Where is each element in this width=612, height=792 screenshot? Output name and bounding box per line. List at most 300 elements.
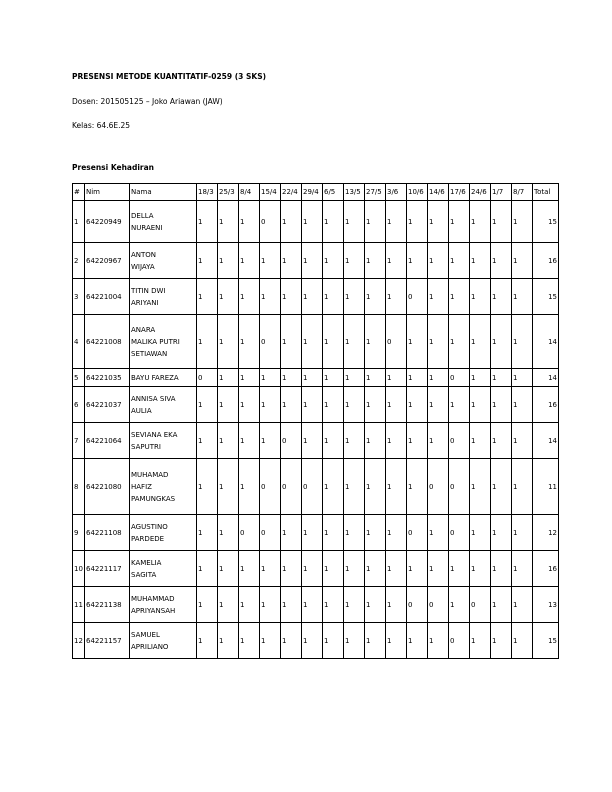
attendance-cell: 1 — [302, 315, 323, 369]
student-name-line: TITIN DWI — [131, 286, 166, 295]
attendance-cell: 1 — [386, 515, 407, 551]
student-name-cell — [130, 623, 197, 659]
document-title: PRESENSI METODE KUANTITATIF-0259 (3 SKS) — [72, 72, 267, 81]
attendance-cell: 1 — [344, 369, 365, 387]
attendance-cell: 1 — [344, 515, 365, 551]
attendance-cell: 1 — [323, 315, 344, 369]
attendance-cell: 1 — [239, 587, 260, 623]
attendance-cell: 1 — [491, 201, 512, 243]
attendance-cell: 0 — [470, 587, 491, 623]
attendance-cell: 1 — [365, 587, 386, 623]
nim-cell: 64221064 — [85, 423, 130, 459]
attendance-cell: 1 — [239, 551, 260, 587]
attendance-cell: 1 — [470, 423, 491, 459]
attendance-cell: 1 — [323, 459, 344, 515]
attendance-cell: 0 — [260, 201, 281, 243]
attendance-cell: 1 — [491, 459, 512, 515]
attendance-cell: 1 — [302, 279, 323, 315]
row-number-cell: 10 — [73, 551, 85, 587]
attendance-cell: 1 — [407, 201, 428, 243]
attendance-cell: 1 — [218, 459, 239, 515]
student-name-cell — [130, 315, 197, 369]
attendance-cell: 1 — [344, 423, 365, 459]
attendance-cell: 1 — [302, 515, 323, 551]
student-name-line: PARDEDE — [131, 534, 165, 543]
total-cell: 15 — [533, 279, 559, 315]
attendance-cell: 1 — [218, 623, 239, 659]
column-header: 13/5 — [344, 184, 365, 201]
total-cell: 14 — [533, 423, 559, 459]
attendance-cell: 1 — [239, 201, 260, 243]
attendance-cell: 1 — [323, 423, 344, 459]
attendance-cell: 1 — [281, 587, 302, 623]
column-header: 1/7 — [491, 184, 512, 201]
attendance-cell: 1 — [512, 369, 533, 387]
attendance-cell: 1 — [407, 387, 428, 423]
attendance-cell: 1 — [407, 623, 428, 659]
attendance-cell: 1 — [449, 551, 470, 587]
student-name-line: SAMUEL — [131, 630, 160, 639]
class-line: Kelas: 64.6E.25 — [72, 121, 131, 130]
student-name-line: MALIKA PUTRI — [131, 337, 180, 346]
attendance-cell: 1 — [302, 243, 323, 279]
attendance-cell: 1 — [386, 551, 407, 587]
attendance-cell: 1 — [449, 201, 470, 243]
student-name-line: APRILIANO — [131, 642, 169, 651]
column-header: Total — [533, 184, 559, 201]
student-name-line: SAPUTRI — [131, 442, 161, 451]
column-header: # — [73, 184, 85, 201]
attendance-cell: 1 — [386, 587, 407, 623]
column-header: 18/3 — [197, 184, 218, 201]
row-number-cell: 12 — [73, 623, 85, 659]
student-name-line: SAGITA — [131, 570, 157, 579]
student-name-line: ANARA — [131, 325, 156, 334]
row-number-cell: 6 — [73, 387, 85, 423]
attendance-cell: 1 — [260, 243, 281, 279]
attendance-cell: 0 — [428, 587, 449, 623]
attendance-cell: 1 — [512, 243, 533, 279]
attendance-cell: 1 — [491, 551, 512, 587]
attendance-cell: 1 — [470, 315, 491, 369]
attendance-cell: 1 — [260, 551, 281, 587]
attendance-cell: 1 — [344, 623, 365, 659]
row-number-cell: 5 — [73, 369, 85, 387]
attendance-cell: 1 — [428, 423, 449, 459]
attendance-cell: 1 — [428, 201, 449, 243]
attendance-cell: 1 — [197, 459, 218, 515]
student-name-line: ARIYANI — [131, 298, 159, 307]
attendance-cell: 1 — [302, 201, 323, 243]
table-row — [73, 623, 559, 659]
student-name-cell — [130, 515, 197, 551]
row-number-cell: 11 — [73, 587, 85, 623]
attendance-cell: 1 — [386, 623, 407, 659]
total-cell: 13 — [533, 587, 559, 623]
attendance-cell: 1 — [197, 423, 218, 459]
attendance-cell: 1 — [449, 279, 470, 315]
row-number-cell: 2 — [73, 243, 85, 279]
attendance-cell: 1 — [491, 387, 512, 423]
attendance-cell: 1 — [386, 279, 407, 315]
attendance-cell: 0 — [386, 315, 407, 369]
attendance-cell: 1 — [281, 201, 302, 243]
attendance-cell: 1 — [344, 387, 365, 423]
attendance-cell: 1 — [512, 201, 533, 243]
attendance-cell: 1 — [197, 623, 218, 659]
attendance-cell: 1 — [323, 515, 344, 551]
column-header: 8/4 — [239, 184, 260, 201]
attendance-cell: 1 — [218, 369, 239, 387]
attendance-cell: 1 — [218, 201, 239, 243]
attendance-cell: 1 — [281, 387, 302, 423]
student-name-cell — [130, 423, 197, 459]
total-cell: 12 — [533, 515, 559, 551]
total-cell: 14 — [533, 315, 559, 369]
attendance-cell: 1 — [491, 243, 512, 279]
attendance-cell: 1 — [470, 459, 491, 515]
nim-cell: 64221080 — [85, 459, 130, 515]
attendance-cell: 1 — [491, 423, 512, 459]
attendance-cell: 1 — [491, 515, 512, 551]
attendance-cell: 1 — [323, 279, 344, 315]
table-row — [73, 201, 559, 243]
table-row — [73, 423, 559, 459]
nim-cell: 64221157 — [85, 623, 130, 659]
attendance-cell: 1 — [407, 459, 428, 515]
attendance-cell: 1 — [365, 387, 386, 423]
attendance-cell: 1 — [512, 587, 533, 623]
attendance-cell: 1 — [344, 587, 365, 623]
attendance-cell: 1 — [344, 279, 365, 315]
total-cell: 15 — [533, 623, 559, 659]
attendance-cell: 0 — [407, 515, 428, 551]
student-name-cell — [130, 387, 197, 423]
attendance-cell: 1 — [365, 515, 386, 551]
student-name-cell — [130, 279, 197, 315]
attendance-cell: 1 — [407, 423, 428, 459]
attendance-cell: 1 — [239, 243, 260, 279]
attendance-cell: 1 — [218, 279, 239, 315]
student-name-line: AULIA — [131, 406, 152, 415]
total-cell: 16 — [533, 387, 559, 423]
table-header-row — [73, 184, 559, 201]
nim-cell: 64221138 — [85, 587, 130, 623]
column-header: 15/4 — [260, 184, 281, 201]
attendance-table — [72, 183, 559, 659]
column-header: 24/6 — [470, 184, 491, 201]
column-header: Nim — [85, 184, 130, 201]
attendance-cell: 1 — [218, 587, 239, 623]
attendance-cell: 1 — [197, 279, 218, 315]
table-row — [73, 315, 559, 369]
column-header: 25/3 — [218, 184, 239, 201]
attendance-cell: 1 — [281, 279, 302, 315]
attendance-cell: 1 — [218, 315, 239, 369]
attendance-cell: 1 — [323, 369, 344, 387]
attendance-cell: 1 — [344, 551, 365, 587]
attendance-cell: 1 — [365, 623, 386, 659]
student-name-line: AGUSTINO — [131, 522, 168, 531]
table-row — [73, 279, 559, 315]
student-name-cell — [130, 369, 197, 387]
attendance-cell: 1 — [428, 515, 449, 551]
attendance-cell: 1 — [281, 369, 302, 387]
attendance-cell: 1 — [365, 201, 386, 243]
attendance-cell: 1 — [428, 315, 449, 369]
attendance-cell: 1 — [302, 387, 323, 423]
attendance-cell: 1 — [512, 423, 533, 459]
total-cell: 16 — [533, 243, 559, 279]
table-row — [73, 459, 559, 515]
student-name-line: BAYU FAREZA — [131, 373, 179, 382]
column-header: 6/5 — [323, 184, 344, 201]
attendance-cell: 1 — [218, 387, 239, 423]
attendance-cell: 1 — [197, 315, 218, 369]
attendance-cell: 0 — [449, 515, 470, 551]
attendance-cell: 1 — [260, 369, 281, 387]
attendance-cell: 1 — [218, 515, 239, 551]
attendance-cell: 1 — [239, 369, 260, 387]
attendance-cell: 1 — [323, 387, 344, 423]
attendance-cell: 1 — [365, 243, 386, 279]
attendance-cell: 1 — [386, 459, 407, 515]
student-name-line: KAMELIA — [131, 558, 162, 567]
row-number-cell: 4 — [73, 315, 85, 369]
attendance-cell: 1 — [470, 201, 491, 243]
attendance-cell: 1 — [407, 551, 428, 587]
attendance-cell: 1 — [512, 315, 533, 369]
table-row — [73, 387, 559, 423]
attendance-cell: 1 — [491, 369, 512, 387]
attendance-cell: 1 — [344, 201, 365, 243]
attendance-cell: 1 — [323, 243, 344, 279]
nim-cell: 64221004 — [85, 279, 130, 315]
attendance-cell: 1 — [491, 315, 512, 369]
attendance-cell: 1 — [512, 387, 533, 423]
student-name-line: PAMUNGKAS — [131, 494, 176, 503]
student-name-cell — [130, 201, 197, 243]
column-header: 27/5 — [365, 184, 386, 201]
attendance-cell: 0 — [449, 369, 470, 387]
student-name-line: HAFIZ — [131, 482, 152, 491]
attendance-cell: 1 — [281, 315, 302, 369]
student-name-line: MUHAMMAD — [131, 594, 175, 603]
section-title: Presensi Kehadiran — [72, 163, 155, 172]
attendance-cell: 1 — [281, 623, 302, 659]
attendance-cell: 1 — [302, 369, 323, 387]
nim-cell: 64221035 — [85, 369, 130, 387]
attendance-cell: 1 — [260, 623, 281, 659]
column-header: 29/4 — [302, 184, 323, 201]
attendance-cell: 1 — [239, 315, 260, 369]
attendance-cell: 1 — [197, 587, 218, 623]
attendance-cell: 1 — [281, 243, 302, 279]
attendance-cell: 0 — [239, 515, 260, 551]
attendance-cell: 1 — [470, 551, 491, 587]
attendance-cell: 1 — [218, 243, 239, 279]
attendance-cell: 0 — [449, 623, 470, 659]
attendance-cell: 1 — [386, 201, 407, 243]
attendance-cell: 1 — [197, 201, 218, 243]
attendance-cell: 1 — [344, 459, 365, 515]
attendance-cell: 1 — [260, 587, 281, 623]
attendance-cell: 1 — [344, 243, 365, 279]
table-row — [73, 587, 559, 623]
column-header: 8/7 — [512, 184, 533, 201]
attendance-cell: 1 — [428, 387, 449, 423]
column-header: 22/4 — [281, 184, 302, 201]
attendance-cell: 1 — [302, 623, 323, 659]
attendance-cell: 0 — [281, 423, 302, 459]
attendance-cell: 0 — [449, 459, 470, 515]
attendance-cell: 1 — [491, 623, 512, 659]
table-row — [73, 369, 559, 387]
student-name-line: ANNISA SIVA — [131, 394, 176, 403]
attendance-cell: 1 — [239, 459, 260, 515]
attendance-cell: 1 — [302, 423, 323, 459]
attendance-cell: 1 — [512, 623, 533, 659]
attendance-cell: 1 — [512, 551, 533, 587]
table-row — [73, 243, 559, 279]
column-header: Nama — [130, 184, 197, 201]
attendance-cell: 1 — [407, 315, 428, 369]
attendance-cell: 1 — [239, 623, 260, 659]
attendance-cell: 1 — [197, 515, 218, 551]
nim-cell: 64220967 — [85, 243, 130, 279]
attendance-cell: 1 — [260, 423, 281, 459]
student-name-cell — [130, 551, 197, 587]
nim-cell: 64220949 — [85, 201, 130, 243]
attendance-cell: 1 — [386, 243, 407, 279]
column-header: 3/6 — [386, 184, 407, 201]
student-name-cell — [130, 459, 197, 515]
table-row — [73, 515, 559, 551]
attendance-cell: 1 — [323, 201, 344, 243]
attendance-cell: 1 — [365, 423, 386, 459]
student-name-line: MUHAMAD — [131, 470, 169, 479]
attendance-cell: 1 — [239, 387, 260, 423]
attendance-cell: 0 — [428, 459, 449, 515]
attendance-cell: 1 — [428, 623, 449, 659]
column-header: 17/6 — [449, 184, 470, 201]
attendance-cell: 1 — [323, 623, 344, 659]
attendance-cell: 1 — [302, 551, 323, 587]
row-number-cell: 3 — [73, 279, 85, 315]
row-number-cell: 7 — [73, 423, 85, 459]
attendance-cell: 1 — [323, 551, 344, 587]
attendance-cell: 1 — [386, 387, 407, 423]
attendance-cell: 1 — [323, 587, 344, 623]
attendance-cell: 0 — [302, 459, 323, 515]
attendance-cell: 1 — [470, 515, 491, 551]
attendance-cell: 1 — [197, 243, 218, 279]
total-cell: 15 — [533, 201, 559, 243]
student-name-line: ANTON — [131, 250, 157, 259]
nim-cell: 64221117 — [85, 551, 130, 587]
attendance-cell: 1 — [407, 243, 428, 279]
attendance-cell: 1 — [470, 243, 491, 279]
attendance-cell: 1 — [218, 423, 239, 459]
student-name-line: DELLA — [131, 211, 154, 220]
column-header: 10/6 — [407, 184, 428, 201]
table-row — [73, 551, 559, 587]
attendance-cell: 1 — [365, 315, 386, 369]
lecturer-line: Dosen: 201505125 – Joko Ariawan (JAW) — [72, 97, 223, 106]
attendance-cell: 1 — [428, 369, 449, 387]
nim-cell: 64221108 — [85, 515, 130, 551]
attendance-cell: 1 — [281, 515, 302, 551]
attendance-cell: 1 — [428, 243, 449, 279]
attendance-cell: 1 — [365, 369, 386, 387]
attendance-cell: 1 — [491, 587, 512, 623]
attendance-cell: 1 — [197, 551, 218, 587]
attendance-cell: 1 — [365, 459, 386, 515]
attendance-cell: 1 — [386, 369, 407, 387]
attendance-cell: 1 — [470, 369, 491, 387]
attendance-cell: 1 — [344, 315, 365, 369]
student-name-cell — [130, 587, 197, 623]
attendance-cell: 0 — [260, 515, 281, 551]
attendance-cell: 1 — [260, 279, 281, 315]
nim-cell: 64221008 — [85, 315, 130, 369]
attendance-cell: 1 — [239, 423, 260, 459]
attendance-cell: 1 — [449, 243, 470, 279]
attendance-cell: 0 — [260, 315, 281, 369]
attendance-cell: 1 — [470, 623, 491, 659]
attendance-cell: 1 — [428, 551, 449, 587]
attendance-cell: 1 — [365, 551, 386, 587]
student-name-line: APRIYANSAH — [131, 606, 176, 615]
attendance-cell: 1 — [470, 279, 491, 315]
attendance-cell: 0 — [449, 423, 470, 459]
attendance-cell: 1 — [449, 587, 470, 623]
attendance-cell: 1 — [281, 551, 302, 587]
student-name-line: SETIAWAN — [131, 349, 168, 358]
total-cell: 16 — [533, 551, 559, 587]
attendance-cell: 0 — [281, 459, 302, 515]
column-header: 14/6 — [428, 184, 449, 201]
attendance-cell: 1 — [386, 423, 407, 459]
total-cell: 11 — [533, 459, 559, 515]
attendance-cell: 1 — [470, 387, 491, 423]
attendance-cell: 1 — [197, 387, 218, 423]
attendance-cell: 0 — [407, 279, 428, 315]
attendance-cell: 1 — [512, 279, 533, 315]
student-name-line: SEVIANA EKA — [131, 430, 178, 439]
row-number-cell: 1 — [73, 201, 85, 243]
student-name-cell — [130, 243, 197, 279]
attendance-cell: 1 — [407, 369, 428, 387]
total-cell: 14 — [533, 369, 559, 387]
attendance-cell: 1 — [239, 279, 260, 315]
attendance-cell: 1 — [491, 279, 512, 315]
nim-cell: 64221037 — [85, 387, 130, 423]
attendance-cell: 1 — [512, 515, 533, 551]
attendance-cell: 1 — [260, 387, 281, 423]
attendance-cell: 1 — [512, 459, 533, 515]
student-name-line: NURAENI — [131, 223, 163, 232]
attendance-cell: 1 — [365, 279, 386, 315]
row-number-cell: 8 — [73, 459, 85, 515]
attendance-cell: 1 — [449, 315, 470, 369]
attendance-cell: 1 — [218, 551, 239, 587]
row-number-cell: 9 — [73, 515, 85, 551]
attendance-cell: 0 — [197, 369, 218, 387]
attendance-cell: 1 — [449, 387, 470, 423]
attendance-cell: 1 — [428, 279, 449, 315]
attendance-cell: 0 — [407, 587, 428, 623]
